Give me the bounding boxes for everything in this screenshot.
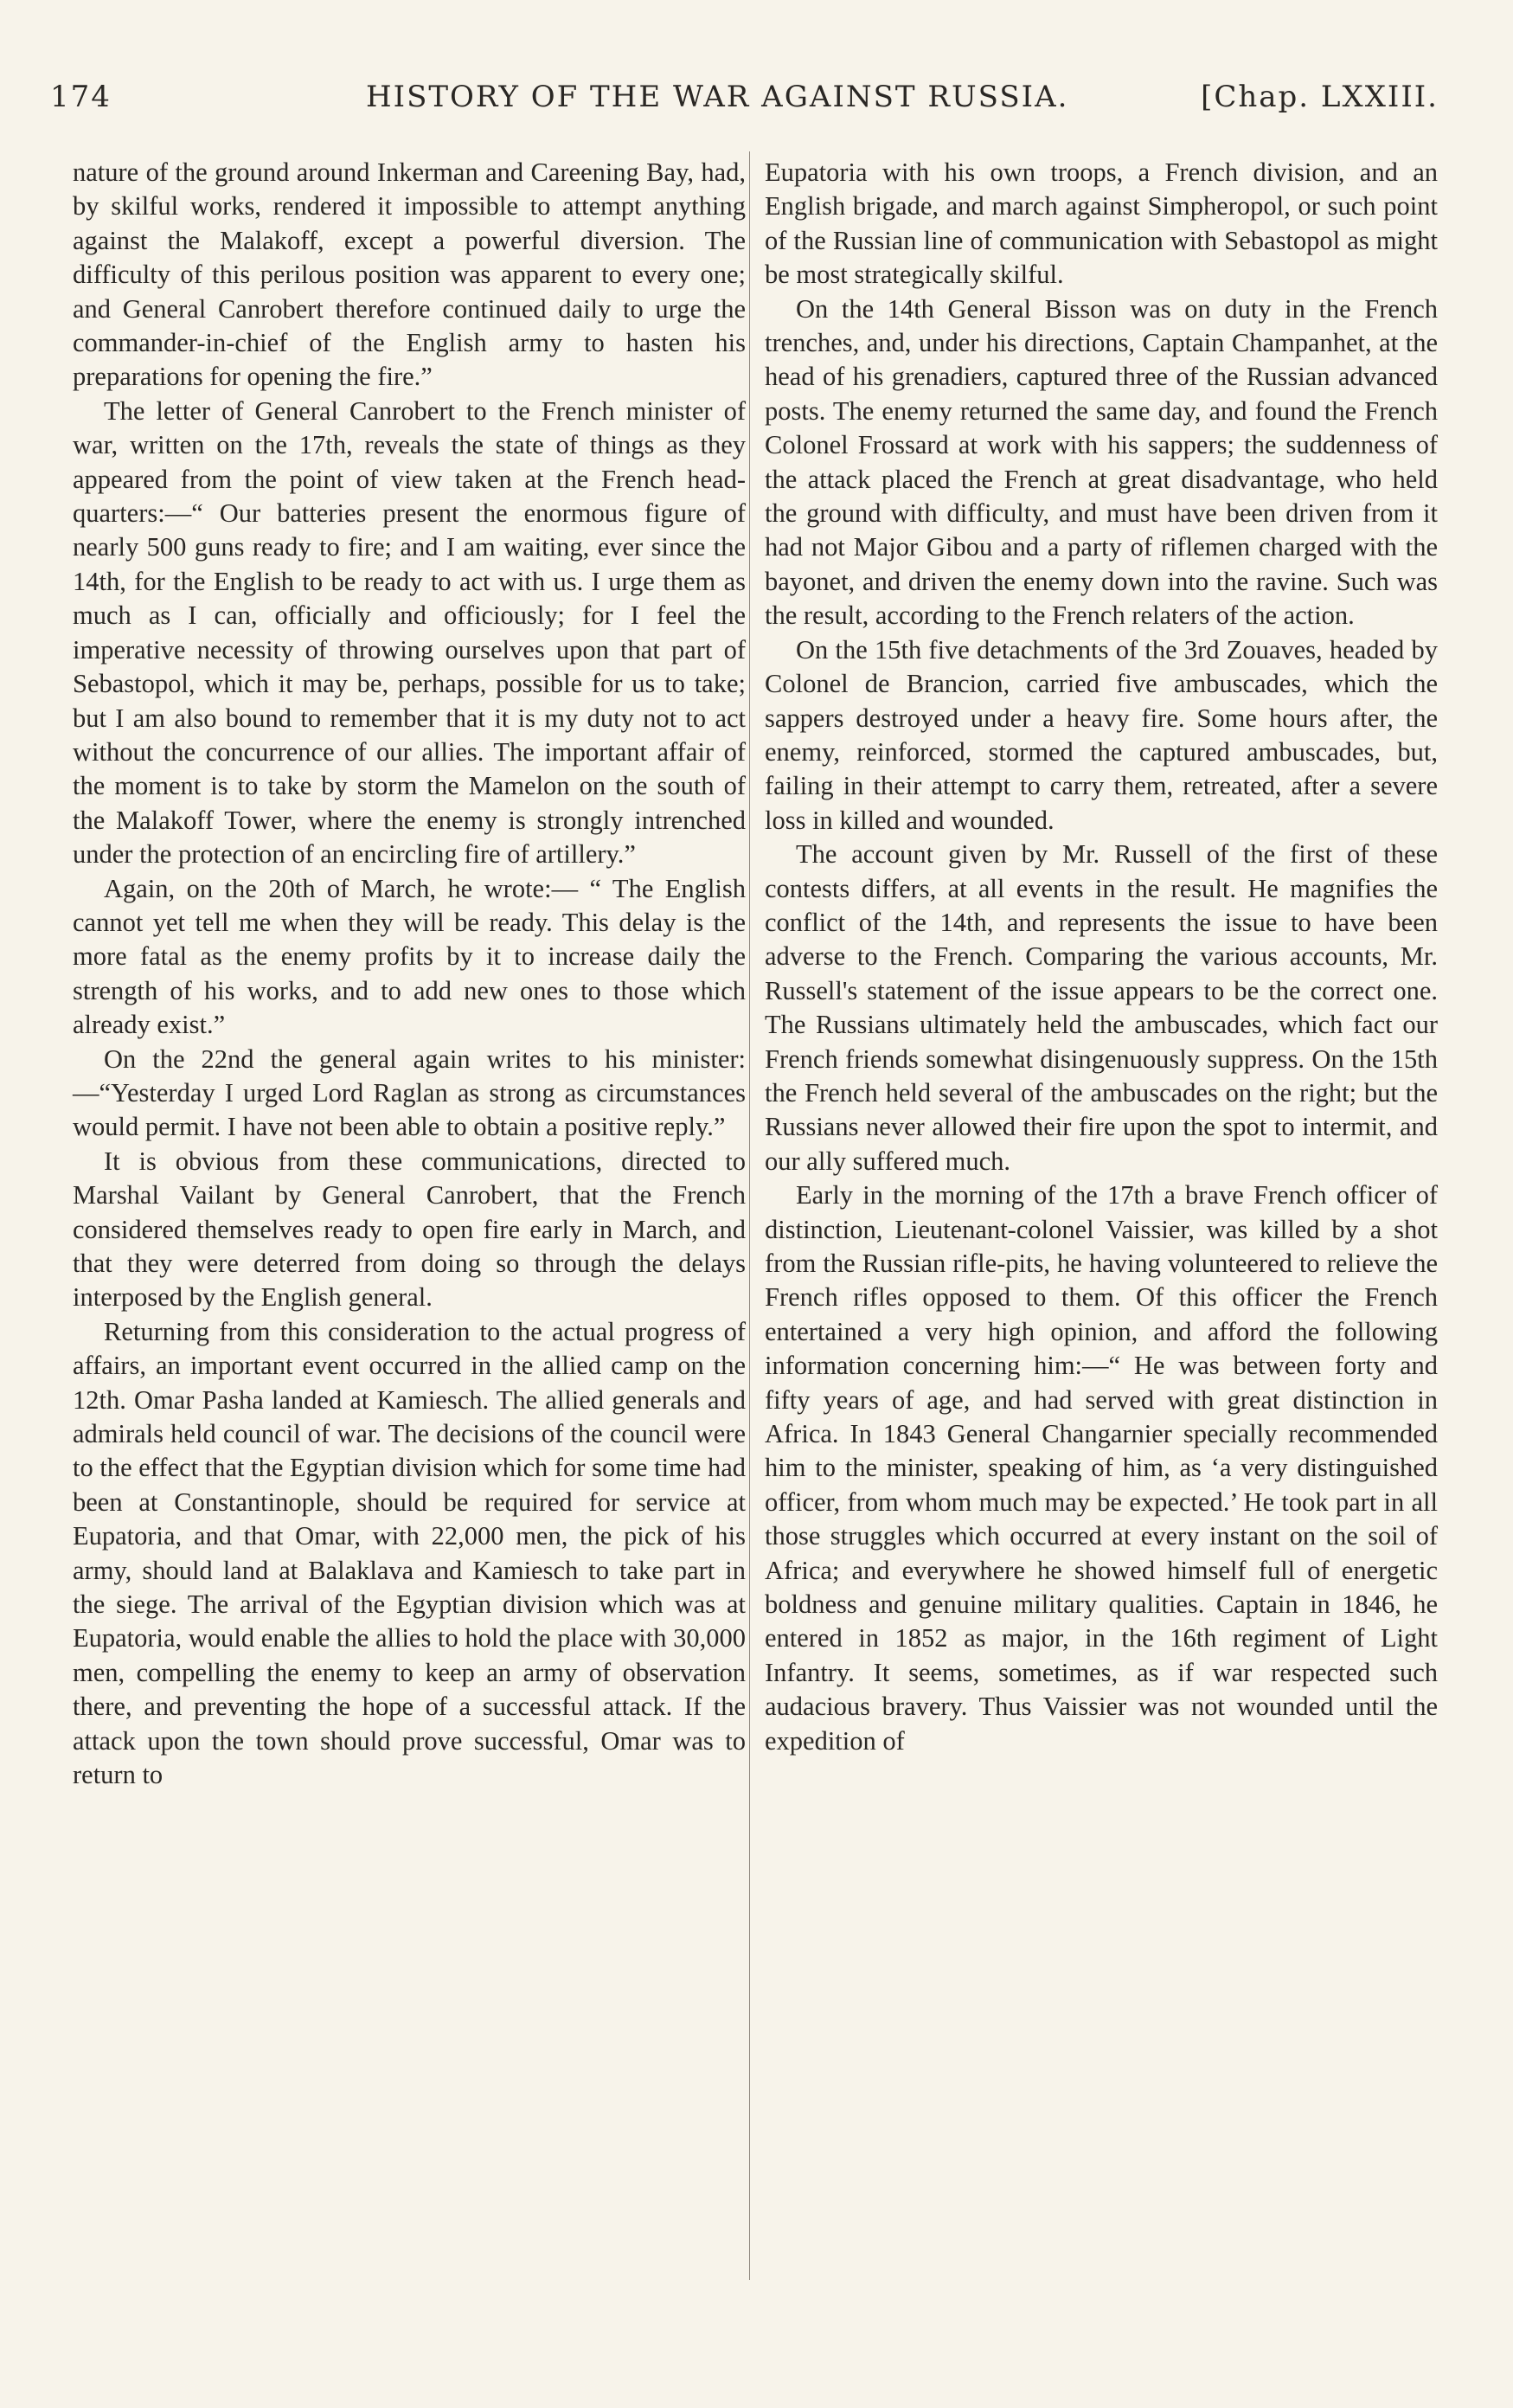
paragraph: Early in the morning of the 17th a brave French officer of distinction, Lieutenant-colonel Vaissier, was killed by a shot from the Russian rifle-pits, he having volunteered to relieve the French rifles opposed to them. Of this officer the French entertained a very high opinion, and afford the following information concerning him:—“ He was between forty and fifty years of age, and had served with great distinction in Africa. In 1843 General Changarnier specially recommended him to the minister, speaking of him, as ‘a very distinguished officer, from whom much may be expected.’ He took part in all those struggles which occurred at every instant on the soil of Africa; and everywhere he showed himself full of energetic boldness and genuine military qualities. Captain in 1846, he entered in 1852 as major, in the 16th regiment of Light Infantry. It seems, sometimes, as if war respected such audacious bravery. Thus Vaissier was not wounded until the expedition of xyxy=(765,1180,1438,1756)
paragraph: nature of the ground around Inkerman and Careening Bay, had, by skilful works, rendered it impossible to attempt anything against the Malakoff, except a powerful diversion. The difficulty of this perilous position was apparent to every one; and General Canrobert therefore continued daily to urge the commander-in-chief of the English army to hasten his preparations for opening the fire.” xyxy=(73,157,746,392)
paragraph: It is obvious from these communications, directed to Marshal Vailant by General Canrobert, that the French considered themselves ready to open fire early in March, and that they were deterred from doing so through the delays interposed by the English general. xyxy=(73,1146,746,1313)
chapter-label: [Chap. LXXIII. xyxy=(1201,80,1439,114)
paragraph: Again, on the 20th of March, he wrote:— “ The English cannot yet tell me when they will be ready. This delay is the more fatal as the enemy profits by it to increase daily the strength of his works, and to add new ones to those which already exist.” xyxy=(73,873,746,1040)
running-header xyxy=(50,80,1439,121)
left-column xyxy=(73,156,746,1793)
running-title: HISTORY OF THE WAR AGAINST RUSSIA. xyxy=(366,80,1069,114)
paragraph: The letter of General Canrobert to the French minister of war, written on the 17th, reveals the state of things as they appeared from the point of view taken at the French head-quarters:—“ Our batteries present the enormous figure of nearly 500 guns ready to fire; and I am waiting, ever since the 14th, for the English to be ready to act with us. I urge them as much as I can, officially and officiously; for I feel the imperative necessity of throwing ourselves upon that part of Sebastopol, which it may be, perhaps, possible for us to take; but I am also bound to remember that it is my duty not to act without the concurrence of our allies. The important affair of the moment is to take by storm the Mamelon on the south of the Malakoff Tower, where the enemy is strongly intrenched under the protection of an encircling fire of artillery.” xyxy=(73,395,746,870)
paragraph: On the 15th five detachments of the 3rd Zouaves, headed by Colonel de Brancion, carried five ambuscades, which the sappers destroyed under a heavy fire. Some hours after, the enemy, reinforced, stormed the captured ambuscades, but, failing in their attempt to carry them, retreated, after a severe loss in killed and wounded. xyxy=(765,634,1438,835)
column-divider xyxy=(749,151,750,2280)
paragraph: The account given by Mr. Russell of the first of these contests differs, at all events in the result. He magnifies the conflict of the 14th, and represents the issue to have been adverse to the French. Comparing the various accounts, Mr. Russell's statement of the issue appears to be the correct one. The Russians ultimately held the ambuscades, which fact our French friends somewhat disingenuously suppress. On the 15th the French held several of the ambuscades on the right; but the Russians never allowed their fire upon the spot to intermit, and our ally suffered much. xyxy=(765,839,1438,1176)
page-number: 174 xyxy=(50,80,112,114)
paragraph: On the 22nd the general again writes to his minister:—“Yesterday I urged Lord Raglan as strong as circumstances would permit. I have not been able to obtain a positive reply.” xyxy=(73,1043,746,1142)
paragraph: Eupatoria with his own troops, a French division, and an English brigade, and march against Simpheropol, or such point of the Russian line of communication with Sebastopol as might be most strategically skilful. xyxy=(765,157,1438,290)
paragraph: Returning from this consideration to the actual progress of affairs, an important event occurred in the allied camp on the 12th. Omar Pasha landed at Kamiesch. The allied generals and admirals held council of war. The decisions of the council were to the effect that the Egyptian division which for some time had been at Constantinople, should be required for service at Eupatoria, and that Omar, with 22,000 men, the pick of his army, should land at Balaklava and Kamiesch to take part in the siege. The arrival of the Egyptian division which was at Eupatoria, would enable the allies to hold the place with 30,000 men, compelling the enemy to keep an army of observation there, and preventing the hope of a successful attack. If the attack upon the town should prove successful, Omar was to return to xyxy=(73,1316,746,1790)
right-column xyxy=(765,156,1438,1758)
paragraph: On the 14th General Bisson was on duty in the French trenches, and, under his directions, Captain Champanhet, at the head of his grenadiers, captured three of the Russian advanced posts. The enemy returned the same day, and found the French Colonel Frossard at work with his sappers; the suddenness of the attack placed the French at great disadvantage, who held the ground with difficulty, and must have been driven from it had not Major Gibou and a party of riflemen charged with the bayonet, and driven the enemy down into the ravine. Such was the result, according to the French relaters of the action. xyxy=(765,293,1438,631)
